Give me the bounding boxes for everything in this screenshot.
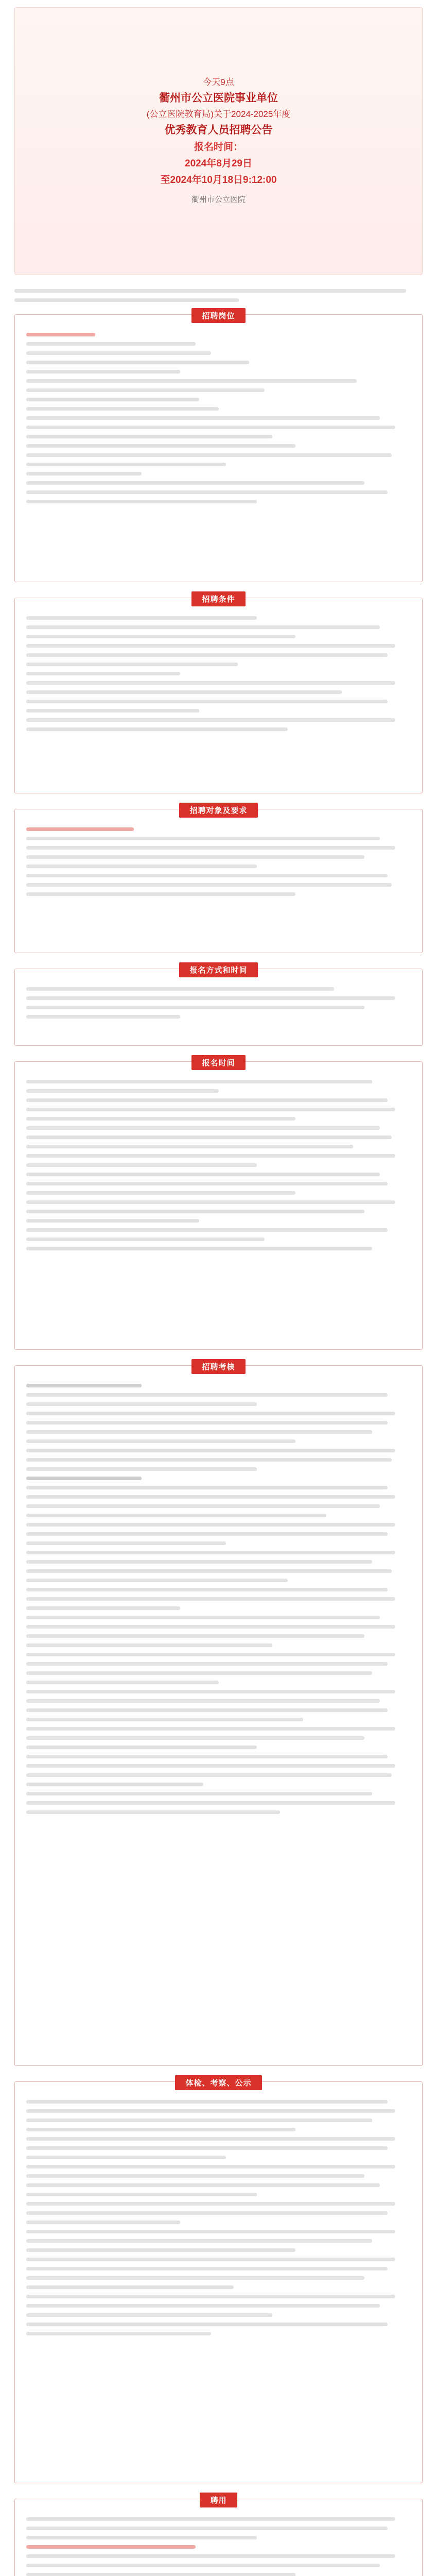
header-line-4: 优秀教育人员招聘公告 — [164, 124, 273, 136]
header-line-2: 衢州市公立医院事业单位 — [159, 92, 278, 104]
section-title: 招聘考核 — [191, 1359, 245, 1374]
section-card — [14, 966, 423, 1046]
announcement-header — [14, 7, 423, 275]
section-card — [14, 595, 423, 793]
header-line-1: 今天9点 — [203, 77, 234, 87]
header-line-6: 2024年8月29日 — [185, 158, 252, 169]
section-card — [14, 1061, 423, 1350]
header-line-3: (公立医院教育局)关于2024-2025年度 — [146, 109, 291, 119]
section-card — [14, 1365, 423, 2066]
section-card — [14, 314, 423, 582]
section-title: 体检、考察、公示 — [175, 2075, 261, 2090]
section-card — [14, 2081, 423, 2483]
header-line-7: 至2024年10月18日9:12:00 — [160, 175, 277, 185]
section-title: 报名方式和时间 — [179, 962, 257, 977]
section-card — [14, 806, 423, 953]
section-title: 聘用 — [200, 2493, 237, 2507]
section-title: 报名时间 — [191, 1055, 245, 1070]
section-title: 招聘条件 — [191, 591, 245, 606]
header-line-8: 衢州市公立医院 — [191, 195, 246, 204]
header-line-5: 报名时间： — [194, 142, 243, 152]
section-title: 招聘对象及要求 — [179, 803, 257, 818]
section-title: 招聘岗位 — [191, 308, 245, 323]
intro-text — [14, 275, 423, 302]
page — [0, 7, 437, 2576]
section-card — [14, 2496, 423, 2576]
